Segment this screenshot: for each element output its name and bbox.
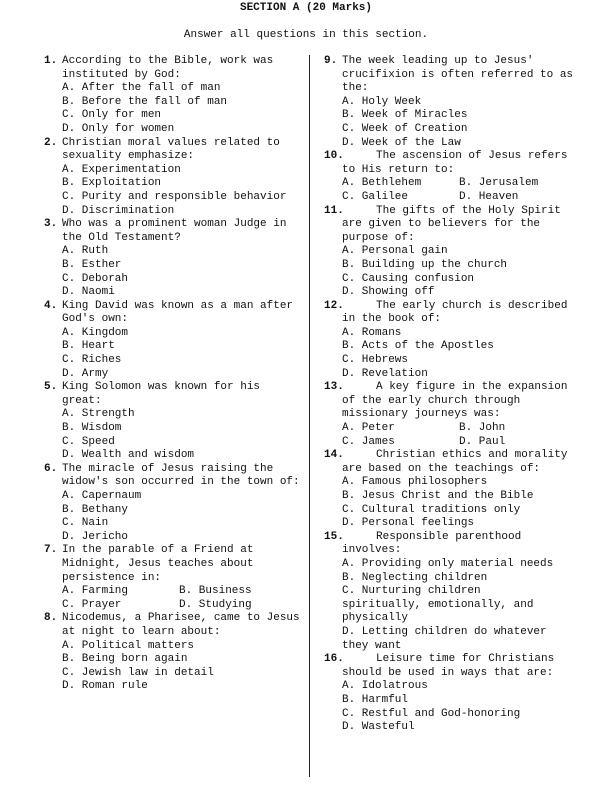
options-row-1	[44, 585, 306, 599]
question-6	[44, 463, 306, 545]
left-column	[44, 55, 306, 694]
question-text: The ascension of Jesus refers to His return to:	[342, 150, 568, 176]
question-text: Christian moral values related to sexuality emphasize:	[62, 136, 280, 163]
question-number: 7.	[44, 544, 58, 557]
question-text: Responsible parenthood involves:	[342, 530, 522, 557]
option-d: D. Jericho	[62, 530, 129, 543]
question-text: According to the Bible, work was instituted by God:	[62, 55, 274, 81]
right-column	[324, 55, 584, 735]
option-b: B. Acts of the Apostles	[342, 340, 494, 353]
options-row-1	[324, 177, 584, 191]
option-c: C. James	[342, 435, 395, 448]
option-d: D. Roman rule	[62, 680, 148, 693]
question-text: Nicodemus, a Pharisee, came to Jesus at night to learn about:	[62, 612, 300, 638]
question-number: 10.	[324, 150, 344, 163]
question-number: 16.	[324, 653, 344, 666]
question-number: 11.	[324, 204, 344, 217]
option-d: D. Showing off	[342, 286, 435, 299]
question-number: 6.	[44, 462, 58, 475]
option-c: C. Jewish law in detail	[62, 666, 214, 679]
option-a: A. Holy Week	[342, 95, 422, 108]
question-12	[324, 300, 584, 382]
question-text: Christian ethics and morality are based on the teachings of:	[342, 449, 568, 475]
question-16	[324, 653, 584, 735]
option-a: A. Peter	[342, 422, 395, 435]
question-text: A key figure in the expansion of the early church through missionary journeys was:	[342, 381, 568, 421]
question-text: King David was known as a man after God's own:	[62, 299, 294, 326]
question-number: 5.	[44, 381, 58, 394]
question-text: King Solomon was known for his great:	[62, 381, 261, 407]
column-divider	[309, 55, 310, 777]
option-d: D. Letting children do whatever they want	[342, 625, 547, 652]
option-a: A. Providing only material needs	[342, 557, 554, 570]
option-a: A. Personal gain	[342, 245, 448, 258]
option-b: B. Bethany	[62, 503, 129, 516]
question-number: 4.	[44, 299, 58, 312]
option-a: A. Farming	[62, 585, 129, 598]
option-a: A. Capernaum	[62, 490, 142, 502]
option-b: B. Jerusalem	[459, 177, 539, 190]
question-number: 8.	[44, 612, 58, 625]
option-d: D. Discrimination	[62, 204, 175, 217]
question-9	[324, 55, 584, 150]
option-a: A. Experimentation	[62, 163, 181, 176]
option-d: D. Only for women	[62, 122, 175, 135]
question-number: 3.	[44, 218, 58, 231]
option-c: C. Riches	[62, 354, 122, 367]
option-c: C. Nain	[62, 517, 109, 530]
instructions: Answer all questions in this section.	[183, 29, 429, 41]
option-d: D. Wealth and wisdom	[62, 449, 195, 462]
question-5	[44, 381, 306, 463]
question-number: 12.	[324, 299, 344, 312]
question-14	[324, 449, 584, 531]
option-b: B. Week of Miracles	[342, 109, 468, 122]
options-row-2	[324, 436, 584, 450]
option-b: B. Business	[179, 585, 252, 598]
question-number: 1.	[44, 55, 58, 67]
question-number: 15.	[324, 530, 344, 543]
option-b: B. John	[459, 422, 506, 435]
question-number: 14.	[324, 449, 344, 462]
section-title: SECTION A (20 Marks)	[239, 2, 373, 14]
option-a: A. Romans	[342, 326, 402, 339]
option-a: A. Ruth	[62, 245, 109, 258]
option-a: A. Strength	[62, 408, 135, 421]
option-d: D. Personal feelings	[342, 517, 475, 530]
question-text: The early church is described in the book of:	[342, 299, 568, 326]
question-11	[324, 205, 584, 300]
option-d: D. Army	[62, 367, 109, 380]
option-c: C. Prayer	[62, 598, 122, 611]
question-number: 9.	[324, 55, 338, 67]
option-c: C. Purity and responsible behavior	[62, 190, 287, 203]
question-1	[44, 55, 306, 137]
question-2	[44, 137, 306, 219]
question-number: 2.	[44, 136, 58, 149]
question-10	[324, 150, 584, 204]
question-15	[324, 531, 584, 653]
option-a: A. Kingdom	[62, 326, 129, 339]
option-a: A. After the fall of man	[62, 82, 221, 95]
option-c: C. Restful and God-honoring	[342, 707, 521, 720]
question-13	[324, 381, 584, 449]
question-text: In the parable of a Friend at Midnight, Jesus teaches about persistence in:	[62, 544, 254, 584]
option-d: D. Paul	[459, 435, 506, 448]
question-8	[44, 612, 306, 694]
option-d: D. Wasteful	[342, 721, 415, 734]
option-a: A. Idolatrous	[342, 680, 428, 693]
question-3	[44, 218, 306, 300]
option-b: B. Esther	[62, 258, 122, 271]
option-a: A. Famous philosophers	[342, 476, 488, 489]
question-number: 13.	[324, 381, 344, 394]
option-b: B. Jesus Christ and the Bible	[342, 490, 534, 502]
option-c: C. Hebrews	[342, 354, 409, 367]
option-b: B. Heart	[62, 340, 115, 353]
option-d: D. Naomi	[62, 286, 115, 299]
option-d: D. Heaven	[459, 190, 519, 203]
option-b: B. Building up the church	[342, 258, 508, 271]
option-b: B. Exploitation	[62, 177, 162, 190]
question-text: Who was a prominent woman Judge in the Old Testament?	[62, 218, 287, 244]
option-d: D. Revelation	[342, 367, 428, 380]
options-row-1	[324, 422, 584, 436]
options-row-2	[324, 191, 584, 205]
option-c: C. Causing confusion	[342, 272, 475, 285]
option-c: C. Nurturing children spiritually, emotionally, and physically	[342, 585, 534, 625]
option-b: B. Before the fall of man	[62, 95, 228, 108]
option-d: D. Studying	[179, 598, 252, 611]
option-c: C. Only for men	[62, 109, 162, 122]
option-c: C. Speed	[62, 435, 115, 448]
option-b: B. Being born again	[62, 653, 188, 666]
option-c: C. Week of Creation	[342, 122, 468, 135]
option-a: A. Political matters	[62, 639, 195, 652]
question-text: The gifts of the Holy Spirit are given to believers for the purpose of:	[342, 204, 561, 244]
question-text: The miracle of Jesus raising the widow's son occurred in the town of:	[62, 462, 300, 489]
option-c: C. Deborah	[62, 272, 129, 285]
question-text: The week leading up to Jesus' crucifixion is often referred to as the:	[342, 55, 574, 95]
option-c: C. Cultural traditions only	[342, 503, 521, 516]
question-7	[44, 544, 306, 612]
options-row-2	[44, 599, 306, 613]
question-4	[44, 300, 306, 382]
question-text: Leisure time for Christians should be used in ways that are:	[342, 653, 555, 679]
option-d: D. Week of the Law	[342, 136, 461, 149]
option-b: B. Wisdom	[62, 422, 122, 435]
option-c: C. Galilee	[342, 190, 409, 203]
option-a: A. Bethlehem	[342, 177, 422, 190]
option-b: B. Harmful	[342, 693, 409, 706]
option-b: B. Neglecting children	[342, 571, 488, 584]
